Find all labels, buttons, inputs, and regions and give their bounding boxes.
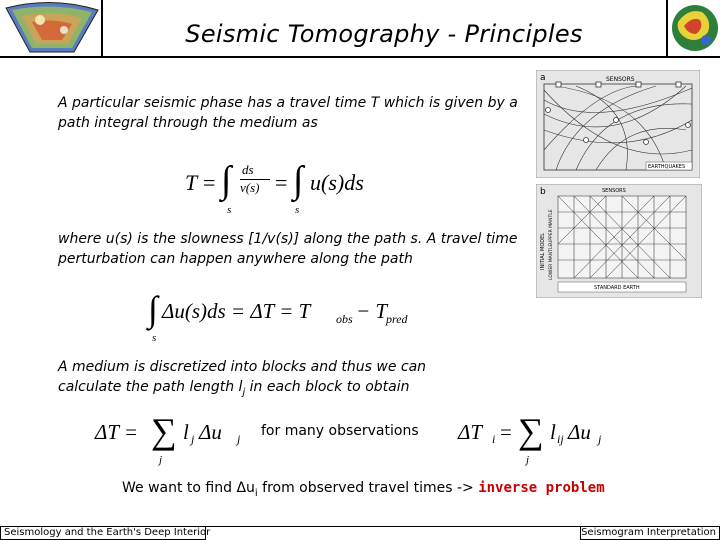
path-integral-equation	[185, 158, 385, 220]
conclusion-mid: from observed travel times ->	[257, 480, 479, 496]
perturbation-equation	[148, 290, 418, 346]
block-grid-figure	[536, 184, 702, 298]
eq2-s-lower: s	[152, 332, 157, 344]
figure-b-lower-mantle: LOWER MANTLE	[549, 243, 554, 280]
integral-sign-3: ∫	[148, 289, 158, 329]
eq1-ds: ds	[242, 162, 254, 177]
conclusion-delta: Δu	[236, 480, 255, 496]
eq1-equals-2: =	[275, 170, 288, 195]
eq3-du: Δu	[199, 420, 222, 444]
conclusion-pre: We want to find	[122, 480, 237, 496]
eq2-obs: obs	[336, 312, 353, 326]
integral-sign-2: ∫	[293, 159, 304, 201]
discretization-line-1: A medium is discretized into blocks and thus we can	[58, 359, 427, 375]
slowness-paragraph: where u(s) is the slowness [1/v(s)] along the path s. A travel time perturbation can happen anywhere along the path	[58, 231, 518, 267]
discretization-sub-j: j	[242, 386, 246, 398]
summation-sign-2: ∑	[518, 411, 544, 451]
eq4-i: i	[492, 432, 496, 446]
eq1-vs: v(s)	[240, 180, 260, 195]
eq1-s-lower: s	[227, 204, 232, 216]
intro-paragraph: A particular seismic phase has a travel time T which is given by a path integral through the medium as	[58, 95, 518, 131]
earth-cutaway-logo	[2, 0, 100, 56]
figure-b-label: b	[540, 187, 546, 197]
figure-a-sensors-label: SENSORS	[606, 76, 635, 83]
eq3-lhs: ΔT =	[95, 420, 139, 444]
eq2-body: Δu(s)ds = ΔT = T	[162, 299, 311, 323]
eq4-l: l	[550, 420, 556, 444]
eq2-pred: pred	[386, 312, 408, 326]
figure-b-initial-model: INITIAL MODEL	[540, 232, 546, 270]
figure-a-label: a	[540, 73, 546, 83]
eq3-j1: j	[191, 432, 195, 446]
footer-course-title: Seismology and the Earth's Deep Interior	[0, 526, 206, 540]
eq4-lhs: ΔT	[458, 420, 483, 444]
eq1-s-lower-2: s	[295, 204, 300, 216]
discretization-line-2-post: in each block to obtain	[245, 379, 410, 395]
footer-section-title: Seismogram Interpretation	[580, 526, 720, 540]
integral-sign: ∫	[221, 159, 232, 201]
eq3-j-below: j	[159, 454, 163, 466]
observation-sum-equation	[458, 410, 608, 466]
eq4-equals: =	[500, 420, 512, 444]
eq4-ij: ij	[557, 432, 564, 446]
page-title: Seismic Tomography - Principles	[185, 20, 583, 48]
eq2-minus-T: − T	[356, 299, 388, 323]
figure-b-standard-earth: STANDARD EARTH	[594, 285, 640, 291]
eq4-j-below: j	[526, 454, 530, 466]
block-sum-equation	[95, 410, 265, 466]
eq1-T: T	[185, 170, 198, 195]
eq4-j: j	[598, 432, 602, 446]
eq4-du: Δu	[568, 420, 591, 444]
conclusion-sentence	[122, 478, 642, 504]
ray-paths-figure	[536, 70, 700, 178]
eq1-us: u(s)ds	[310, 170, 364, 195]
eq1-equals: =	[203, 170, 216, 195]
many-observations-label: for many observations	[261, 423, 419, 439]
eq3-l: l	[183, 420, 189, 444]
conclusion-sub-i: i	[254, 487, 258, 499]
figure-a-earthquakes-label: EARTHQUAKES	[648, 164, 686, 170]
globe-tomography-logo	[668, 0, 720, 56]
eq3-j2: j	[237, 432, 241, 446]
inverse-problem-highlight: inverse problem	[478, 480, 605, 496]
discretization-paragraph	[58, 357, 518, 403]
figure-b-sensors-label: SENSORS	[602, 188, 626, 194]
summation-sign: ∑	[151, 411, 177, 451]
discretization-line-2	[58, 377, 518, 403]
figure-b-upper-mantle: UPPER MANTLE	[549, 209, 554, 244]
discretization-line-2-pre: calculate the path length l	[58, 379, 243, 395]
